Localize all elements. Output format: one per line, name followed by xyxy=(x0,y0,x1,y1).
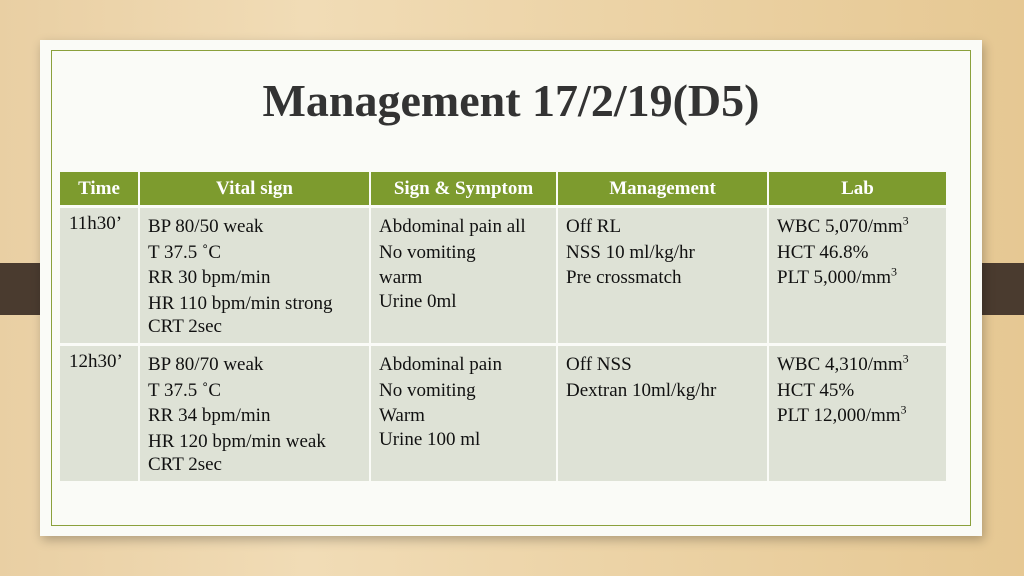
symptom-line: No vomiting xyxy=(379,379,476,401)
wood-bar-left xyxy=(0,263,40,315)
vital-line: RR 30 bpm/min xyxy=(148,267,271,288)
vital-line: RR 34 bpm/min xyxy=(148,405,271,426)
vital-line: CRT 2sec xyxy=(148,454,222,475)
management-cell xyxy=(558,346,769,484)
vital-line: BP 80/50 weak xyxy=(148,216,264,237)
vital-line: HR 120 bpm/min weak xyxy=(148,430,326,452)
lab-cell xyxy=(769,346,946,484)
symptom-line: Abdominal pain xyxy=(379,354,502,375)
lab-hct: HCT 46.8% xyxy=(777,241,869,263)
slide-title: Management 17/2/19(D5) xyxy=(262,75,760,126)
vital-line: HR 110 bpm/min strong xyxy=(148,292,333,314)
table-row xyxy=(60,208,946,346)
management-line: Off RL xyxy=(566,216,622,237)
symptom-line: Warm xyxy=(379,405,425,426)
vital-sign-cell xyxy=(140,346,371,484)
table-row xyxy=(60,346,946,484)
header-vital-sign: Vital sign xyxy=(140,172,371,208)
management-cell xyxy=(558,208,769,346)
vital-line: T 37.5 ˚C xyxy=(148,379,222,401)
symptom-line: Urine 100 ml xyxy=(379,428,481,450)
vital-line: T 37.5 ˚C xyxy=(148,241,222,263)
symptom-line: No vomiting xyxy=(379,241,476,263)
header-management: Management xyxy=(558,172,769,208)
symptom-line: Abdominal pain all xyxy=(379,216,526,237)
lab-hct: HCT 45% xyxy=(777,379,855,401)
management-line: Off NSS xyxy=(566,354,632,375)
management-line: NSS 10 ml/kg/hr xyxy=(566,241,695,263)
management-line: Dextran 10ml/kg/hr xyxy=(566,379,717,401)
lab-plt: PLT $5,000/mm^3$ xyxy=(777,264,898,288)
lab-wbc: WBC $4,310/mm^3$ xyxy=(777,351,909,375)
header-time: Time xyxy=(60,172,140,208)
symptom-line: Urine 0ml xyxy=(379,290,457,312)
lab-plt: PLT $12,000/mm^3$ xyxy=(777,402,907,426)
header-lab: Lab xyxy=(769,172,946,208)
lab-cell xyxy=(769,208,946,346)
lab-wbc: WBC $5,070/mm^3$ xyxy=(777,213,909,237)
vital-line: CRT 2sec xyxy=(148,316,222,337)
symptom-cell xyxy=(371,208,558,346)
header-sign-symptom: Sign & Symptom xyxy=(371,172,558,208)
symptom-cell xyxy=(371,346,558,484)
symptom-line: warm xyxy=(379,267,423,288)
time-cell: 11h30’ xyxy=(60,208,140,346)
table-header-row xyxy=(60,172,946,208)
vital-line: BP 80/70 weak xyxy=(148,354,264,375)
management-table xyxy=(60,172,946,484)
vital-sign-cell xyxy=(140,208,371,346)
management-line: Pre crossmatch xyxy=(566,267,682,288)
time-cell: 12h30’ xyxy=(60,346,140,484)
slide-card xyxy=(40,40,982,536)
